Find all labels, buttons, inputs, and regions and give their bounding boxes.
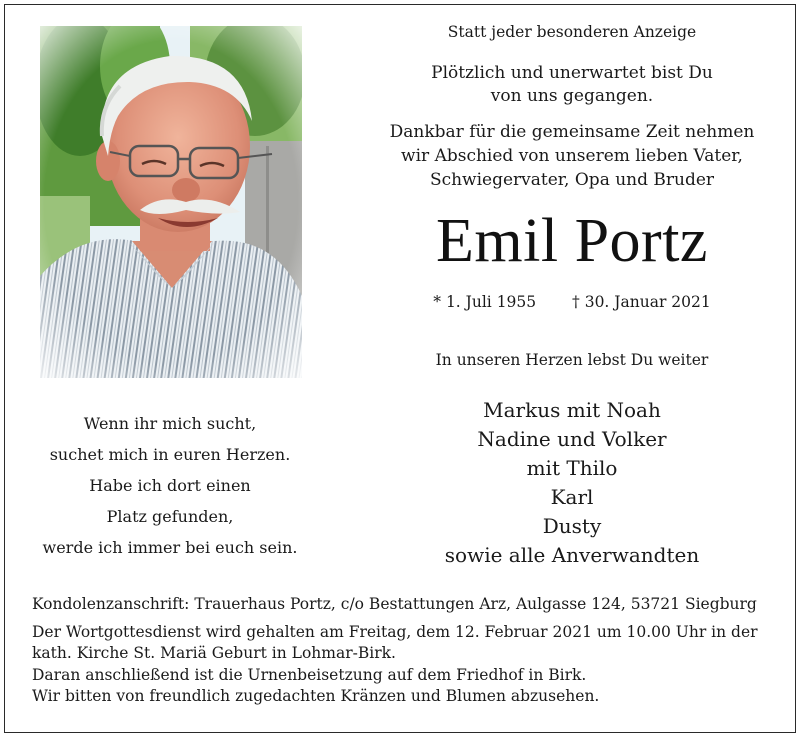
intro-text: Statt jeder besonderen Anzeige bbox=[447, 23, 697, 41]
mourner-name: Nadine und Volker bbox=[477, 427, 667, 451]
deceased-name: Emil Portz bbox=[436, 207, 708, 275]
poem-line: werde ich immer bei euch sein. bbox=[42, 538, 298, 557]
flowers-request: Wir bitten von freundlich zugedachten Kränzen und Blumen abzusehen. bbox=[32, 687, 600, 705]
poem-line: Platz gefunden, bbox=[106, 507, 234, 526]
portrait-illustration bbox=[40, 26, 302, 378]
death-date: † 30. Januar 2021 bbox=[572, 293, 711, 311]
service-info-line: Der Wortgottesdienst wird gehalten am Freitag, dem 12. Februar 2021 um 10.00 Uhr in der bbox=[32, 622, 758, 641]
burial-info: Daran anschließend ist die Urnenbeisetzung auf dem Friedhof in Birk. bbox=[32, 665, 587, 684]
condolence-address: Kondolenzanschrift: Trauerhaus Portz, c/o Bestattungen Arz, Aulgasse 124, 53721 Siegburg bbox=[32, 595, 757, 613]
notice-footer bbox=[32, 594, 777, 708]
mourner-name: Markus mit Noah bbox=[483, 398, 661, 422]
thanks-line-1: Dankbar für die gemeinsame Zeit nehmen bbox=[389, 122, 755, 142]
mourner-name: mit Thilo bbox=[526, 456, 618, 480]
birth-date: * 1. Juli 1955 bbox=[433, 293, 537, 311]
memorial-line: In unseren Herzen lebst Du weiter bbox=[435, 351, 709, 369]
poem-line: Habe ich dort einen bbox=[89, 476, 251, 495]
intro-line-2: von uns gegangen. bbox=[490, 86, 654, 106]
mourner-name: Karl bbox=[550, 485, 594, 509]
mourner-name: Dusty bbox=[542, 514, 602, 538]
portrait-photo bbox=[40, 26, 302, 378]
intro-line-1: Plötzlich und unerwartet bist Du bbox=[431, 63, 713, 83]
memorial-poem bbox=[20, 408, 320, 563]
thanks-line-3: Schwiegervater, Opa und Bruder bbox=[429, 170, 715, 190]
thanks-line-2: wir Abschied von unserem lieben Vater, bbox=[401, 146, 743, 166]
poem-line: suchet mich in euren Herzen. bbox=[49, 445, 291, 464]
service-info-line: kath. Kirche St. Mariä Geburt in Lohmar-Birk. bbox=[32, 644, 396, 662]
poem-line: Wenn ihr mich sucht, bbox=[83, 414, 257, 433]
mourner-name: sowie alle Anverwandten bbox=[444, 543, 700, 567]
life-dates bbox=[372, 293, 772, 311]
